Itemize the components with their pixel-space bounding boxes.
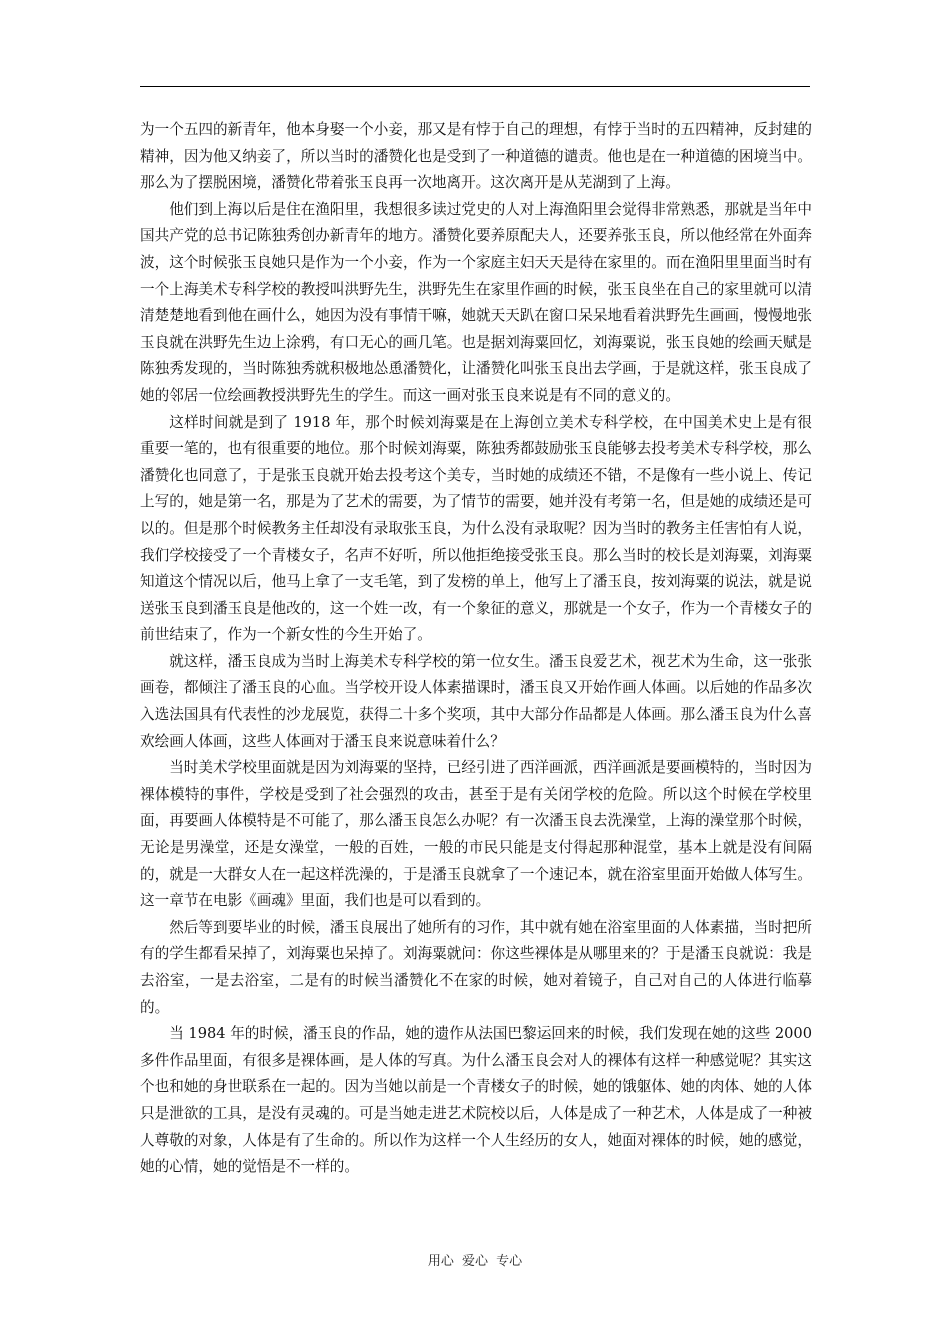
- paragraph: 然后等到要毕业的时候，潘玉良展出了她所有的习作，其中就有她在浴室里面的人体素描，当时把所有的学生都看呆掉了，刘海粟也呆掉了。刘海粟就问：你这些裸体是从哪里来的？于是潘玉良就说：我是去浴室，一是去浴室，二是有的时候当潘赞化不在家的时候，她对着镜子，自己对自己的人体进行临摹的。: [140, 918, 812, 1016]
- paragraph: 他们到上海以后是住在渔阳里，我想很多读过党史的人对上海渔阳里会觉得非常熟悉，那就是当年中国共产党的总书记陈独秀创办新青年的地方。潘赞化要养原配夫人，还要养张玉良，所以他经常在外面奔波，这个时候张玉良她只是作为一个小妾，作为一个家庭主妇天天是待在家里的。而在渔阳里里面当时有一个上海美术专科学校的教授叫洪野先生，洪野先生在家里作画的时候，张玉良坐在自己的家里就可以清清楚楚地看到他在画什么，她因为没有事情干嘛，她就天天趴在窗口呆呆地看着洪野先生画画，慢慢地张玉良就在洪野先生边上涂鸦，有口无心的画几笔。也是据刘海粟回忆，刘海粟说，张玉良她的绘画天赋是陈独秀发现的，当时陈独秀就积极地怂恿潘赞化，让潘赞化叫张玉良出去学画，于是就这样，张玉良成了她的邻居一位绘画教授洪野先生的学生。而这一画对张玉良来说是有不同的意义的。: [140, 200, 812, 404]
- page-footer: 用心 爱心 专心: [427, 1254, 523, 1269]
- paragraph: 当时美术学校里面就是因为刘海粟的坚持，已经引进了西洋画派，西洋画派是要画模特的，当时因为裸体模特的事件，学校是受到了社会强烈的攻击，甚至于是有关闭学校的危险。所以这个时候在学校里面，再要画人体模特是不可能了，那么潘玉良怎么办呢？有一次潘玉良去洗澡堂，上海的澡堂那个时候，无论是男澡堂，还是女澡堂，一般的百姓，一般的市民只能是支付得起那种混堂，基本上就是没有间隔的，就是一大群女人在一起这样洗澡的，于是潘玉良就拿了一个速记本，就在浴室里面开始做人体写生。这一章节在电影《画魂》里面，我们也是可以看到的。: [140, 759, 812, 910]
- paragraph: 当 1984 年的时候，潘玉良的作品，她的遗作从法国巴黎运回来的时候，我们发现在她的这些 2000 多件作品里面，有很多是裸体画，是人体的写真。为什么潘玉良会对人的裸体有这样一种感觉呢？其实这个也和她的身世联系在一起的。因为当她以前是一个青楼女子的时候，她的饿躯体、她的肉体、她的人体只是泄欲的工具，是没有灵魂的。可是当她走进艺术院校以后，人体是成了一种艺术，人体是成了一种被人尊敬的对象，人体是有了生命的。所以作为这样一个人生经历的女人，她面对裸体的时候，她的感觉，她的心情，她的觉悟是不一样的。: [140, 1025, 812, 1176]
- paragraph: 就这样，潘玉良成为当时上海美术专科学校的第一位女生。潘玉良爱艺术，视艺术为生命，这一张张画卷，都倾注了潘玉良的心血。当学校开设人体素描课时，潘玉良又开始作画人体画。以后她的作品多次入选法国具有代表性的沙龙展览，获得二十多个奖项，其中大部分作品都是人体画。那么潘玉良为什么喜欢绘画人体画，这些人体画对于潘玉良来说意味着什么？: [140, 652, 812, 750]
- paragraph-continuation: 为一个五四的新青年，他本身娶一个小妾，那又是有悖于自己的理想，有悖于当时的五四精神，反封建的精神，因为他又纳妾了，所以当时的潘赞化也是受到了一种道德的谴责。他也是在一种道德的困境当中。那么为了摆脱困境，潘赞化带着张玉良再一次地离开。这次离开是从芜湖到了上海。: [140, 121, 812, 192]
- paragraph: 这样时间就是到了 1918 年，那个时候刘海粟是在上海创立美术专科学校，在中国美术史上是有很重要一笔的，也有很重要的地位。那个时候刘海粟，陈独秀都鼓励张玉良能够去投考美术专科学校，那么潘赞化也同意了，于是张玉良就开始去投考这个美专，当时她的成绩还不错，不是像有一些小说上、传记上写的，她是第一名，那是为了艺术的需要，为了情节的需要，她并没有考第一名，但是她的成绩还是可以的。但是那个时候教务主任却没有录取张玉良，为什么没有录取呢？因为当时的教务主任害怕有人说，我们学校接受了一个青楼女子，名声不好听，所以他拒绝接受张玉良。那么当时的校长是刘海粟，刘海粟知道这个情况以后，他马上拿了一支毛笔，到了发榜的单上，他写上了潘玉良，按刘海粟的说法，就是说送张玉良到潘玉良是他改的，这一个姓一改，有一个象征的意义，那就是一个女子，作为一个青楼女子的前世结束了，作为一个新女性的今生开始了。: [140, 413, 812, 644]
- header-rule: [140, 86, 810, 87]
- body-text: [140, 117, 812, 1181]
